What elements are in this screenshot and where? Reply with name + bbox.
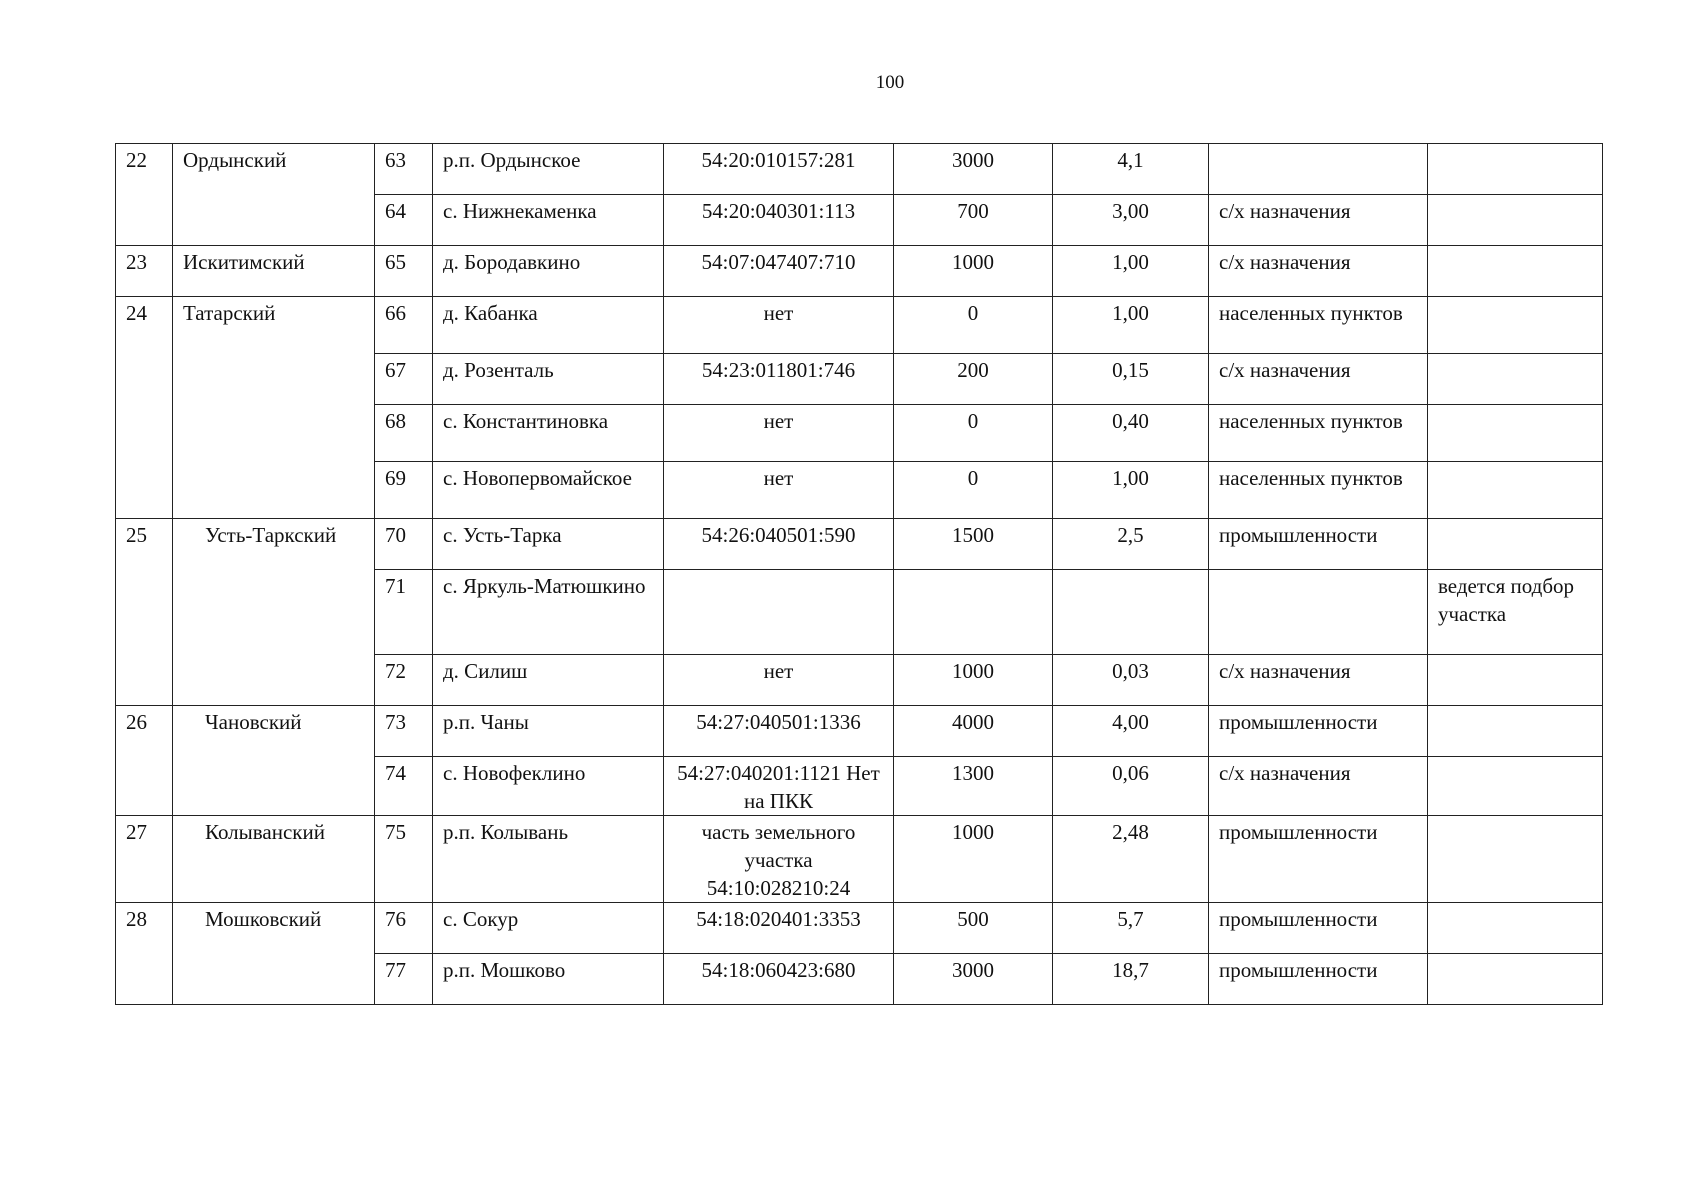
settlement-cell: р.п. Мошково (433, 954, 664, 1005)
row-number-cell: 66 (375, 297, 433, 354)
cadastral-number-cell: часть земельного участка 54:10:028210:24 (664, 816, 894, 903)
row-number-cell: 67 (375, 354, 433, 405)
settlement-cell: с. Яркуль-Матюшкино (433, 570, 664, 655)
note-cell (1428, 757, 1603, 816)
cadastral-number-cell: 54:07:047407:710 (664, 246, 894, 297)
settlement-cell: р.п. Колывань (433, 816, 664, 903)
area-cell: 2,5 (1053, 519, 1209, 570)
settlement-cell: д. Силиш (433, 655, 664, 706)
settlement-cell: д. Розенталь (433, 354, 664, 405)
land-category-cell: промышленности (1209, 816, 1428, 903)
note-cell (1428, 706, 1603, 757)
district-number-cell: 26 (116, 706, 173, 816)
settlement-cell: д. Кабанка (433, 297, 664, 354)
value-cell: 1000 (894, 246, 1053, 297)
area-cell: 3,00 (1053, 195, 1209, 246)
cadastral-number-cell: 54:23:011801:746 (664, 354, 894, 405)
area-cell: 0,03 (1053, 655, 1209, 706)
row-number-cell: 72 (375, 655, 433, 706)
value-cell: 0 (894, 405, 1053, 462)
table-row (116, 144, 1603, 195)
value-cell: 200 (894, 354, 1053, 405)
area-cell: 0,15 (1053, 354, 1209, 405)
area-cell: 1,00 (1053, 462, 1209, 519)
area-cell: 0,40 (1053, 405, 1209, 462)
land-category-cell: с/х назначения (1209, 757, 1428, 816)
row-number-cell: 70 (375, 519, 433, 570)
land-category-cell: промышленности (1209, 706, 1428, 757)
area-cell: 2,48 (1053, 816, 1209, 903)
district-name-cell: Колыванский (173, 816, 375, 903)
land-plots-table (115, 143, 1603, 1005)
note-cell (1428, 903, 1603, 954)
row-number-cell: 69 (375, 462, 433, 519)
land-category-cell (1209, 144, 1428, 195)
cadastral-number-cell: 54:27:040201:1121 Нет на ПКК (664, 757, 894, 816)
table-body (116, 144, 1603, 1005)
settlement-cell: с. Константиновка (433, 405, 664, 462)
note-cell (1428, 246, 1603, 297)
land-category-cell: промышленности (1209, 954, 1428, 1005)
cadastral-number-cell: 54:20:040301:113 (664, 195, 894, 246)
row-number-cell: 64 (375, 195, 433, 246)
note-cell: ведется подбор участка (1428, 570, 1603, 655)
area-cell: 4,1 (1053, 144, 1209, 195)
note-cell (1428, 462, 1603, 519)
note-cell (1428, 354, 1603, 405)
value-cell: 1500 (894, 519, 1053, 570)
area-cell: 4,00 (1053, 706, 1209, 757)
area-cell: 1,00 (1053, 297, 1209, 354)
settlement-cell: с. Новопервомайское (433, 462, 664, 519)
cadastral-number-cell: нет (664, 462, 894, 519)
value-cell: 1300 (894, 757, 1053, 816)
note-cell (1428, 297, 1603, 354)
value-cell: 4000 (894, 706, 1053, 757)
cadastral-number-cell: 54:20:010157:281 (664, 144, 894, 195)
row-number-cell: 63 (375, 144, 433, 195)
district-name-cell: Ордынский (173, 144, 375, 246)
value-cell (894, 570, 1053, 655)
note-cell (1428, 144, 1603, 195)
note-cell (1428, 954, 1603, 1005)
table-row (116, 816, 1603, 903)
table-row (116, 519, 1603, 570)
row-number-cell: 73 (375, 706, 433, 757)
table-row (116, 297, 1603, 354)
value-cell: 1000 (894, 816, 1053, 903)
area-cell: 18,7 (1053, 954, 1209, 1005)
district-number-cell: 28 (116, 903, 173, 1005)
value-cell: 0 (894, 297, 1053, 354)
settlement-cell: р.п. Ордынское (433, 144, 664, 195)
cadastral-number-cell: 54:26:040501:590 (664, 519, 894, 570)
area-cell: 1,00 (1053, 246, 1209, 297)
row-number-cell: 77 (375, 954, 433, 1005)
district-name-cell: Мошковский (173, 903, 375, 1005)
settlement-cell: с. Новофеклино (433, 757, 664, 816)
cadastral-number-cell: 54:18:020401:3353 (664, 903, 894, 954)
table-row (116, 246, 1603, 297)
area-cell: 0,06 (1053, 757, 1209, 816)
district-name-cell: Татарский (173, 297, 375, 519)
settlement-cell: с. Сокур (433, 903, 664, 954)
row-number-cell: 74 (375, 757, 433, 816)
value-cell: 0 (894, 462, 1053, 519)
value-cell: 700 (894, 195, 1053, 246)
land-category-cell: с/х назначения (1209, 195, 1428, 246)
cadastral-number-cell (664, 570, 894, 655)
value-cell: 3000 (894, 954, 1053, 1005)
note-cell (1428, 816, 1603, 903)
district-number-cell: 22 (116, 144, 173, 246)
district-name-cell: Усть-Таркский (173, 519, 375, 706)
value-cell: 1000 (894, 655, 1053, 706)
row-number-cell: 68 (375, 405, 433, 462)
note-cell (1428, 519, 1603, 570)
land-category-cell: с/х назначения (1209, 354, 1428, 405)
district-number-cell: 24 (116, 297, 173, 519)
cadastral-number-cell: 54:27:040501:1336 (664, 706, 894, 757)
value-cell: 500 (894, 903, 1053, 954)
land-category-cell: населенных пунктов (1209, 405, 1428, 462)
value-cell: 3000 (894, 144, 1053, 195)
note-cell (1428, 655, 1603, 706)
cadastral-number-cell: нет (664, 297, 894, 354)
land-category-cell: с/х назначения (1209, 655, 1428, 706)
cadastral-number-cell: нет (664, 405, 894, 462)
land-category-cell (1209, 570, 1428, 655)
settlement-cell: с. Усть-Тарка (433, 519, 664, 570)
settlement-cell: с. Нижнекаменка (433, 195, 664, 246)
table-row (116, 903, 1603, 954)
land-category-cell: населенных пунктов (1209, 462, 1428, 519)
cadastral-number-cell: нет (664, 655, 894, 706)
table-row (116, 706, 1603, 757)
page-number: 100 (875, 72, 905, 93)
district-number-cell: 27 (116, 816, 173, 903)
cadastral-number-cell: 54:18:060423:680 (664, 954, 894, 1005)
area-cell: 5,7 (1053, 903, 1209, 954)
row-number-cell: 76 (375, 903, 433, 954)
row-number-cell: 65 (375, 246, 433, 297)
area-cell (1053, 570, 1209, 655)
note-cell (1428, 405, 1603, 462)
district-number-cell: 25 (116, 519, 173, 706)
land-category-cell: с/х назначения (1209, 246, 1428, 297)
settlement-cell: р.п. Чаны (433, 706, 664, 757)
district-name-cell: Чановский (173, 706, 375, 816)
row-number-cell: 71 (375, 570, 433, 655)
district-name-cell: Искитимский (173, 246, 375, 297)
land-category-cell: населенных пунктов (1209, 297, 1428, 354)
settlement-cell: д. Бородавкино (433, 246, 664, 297)
land-category-cell: промышленности (1209, 519, 1428, 570)
district-number-cell: 23 (116, 246, 173, 297)
land-category-cell: промышленности (1209, 903, 1428, 954)
note-cell (1428, 195, 1603, 246)
row-number-cell: 75 (375, 816, 433, 903)
